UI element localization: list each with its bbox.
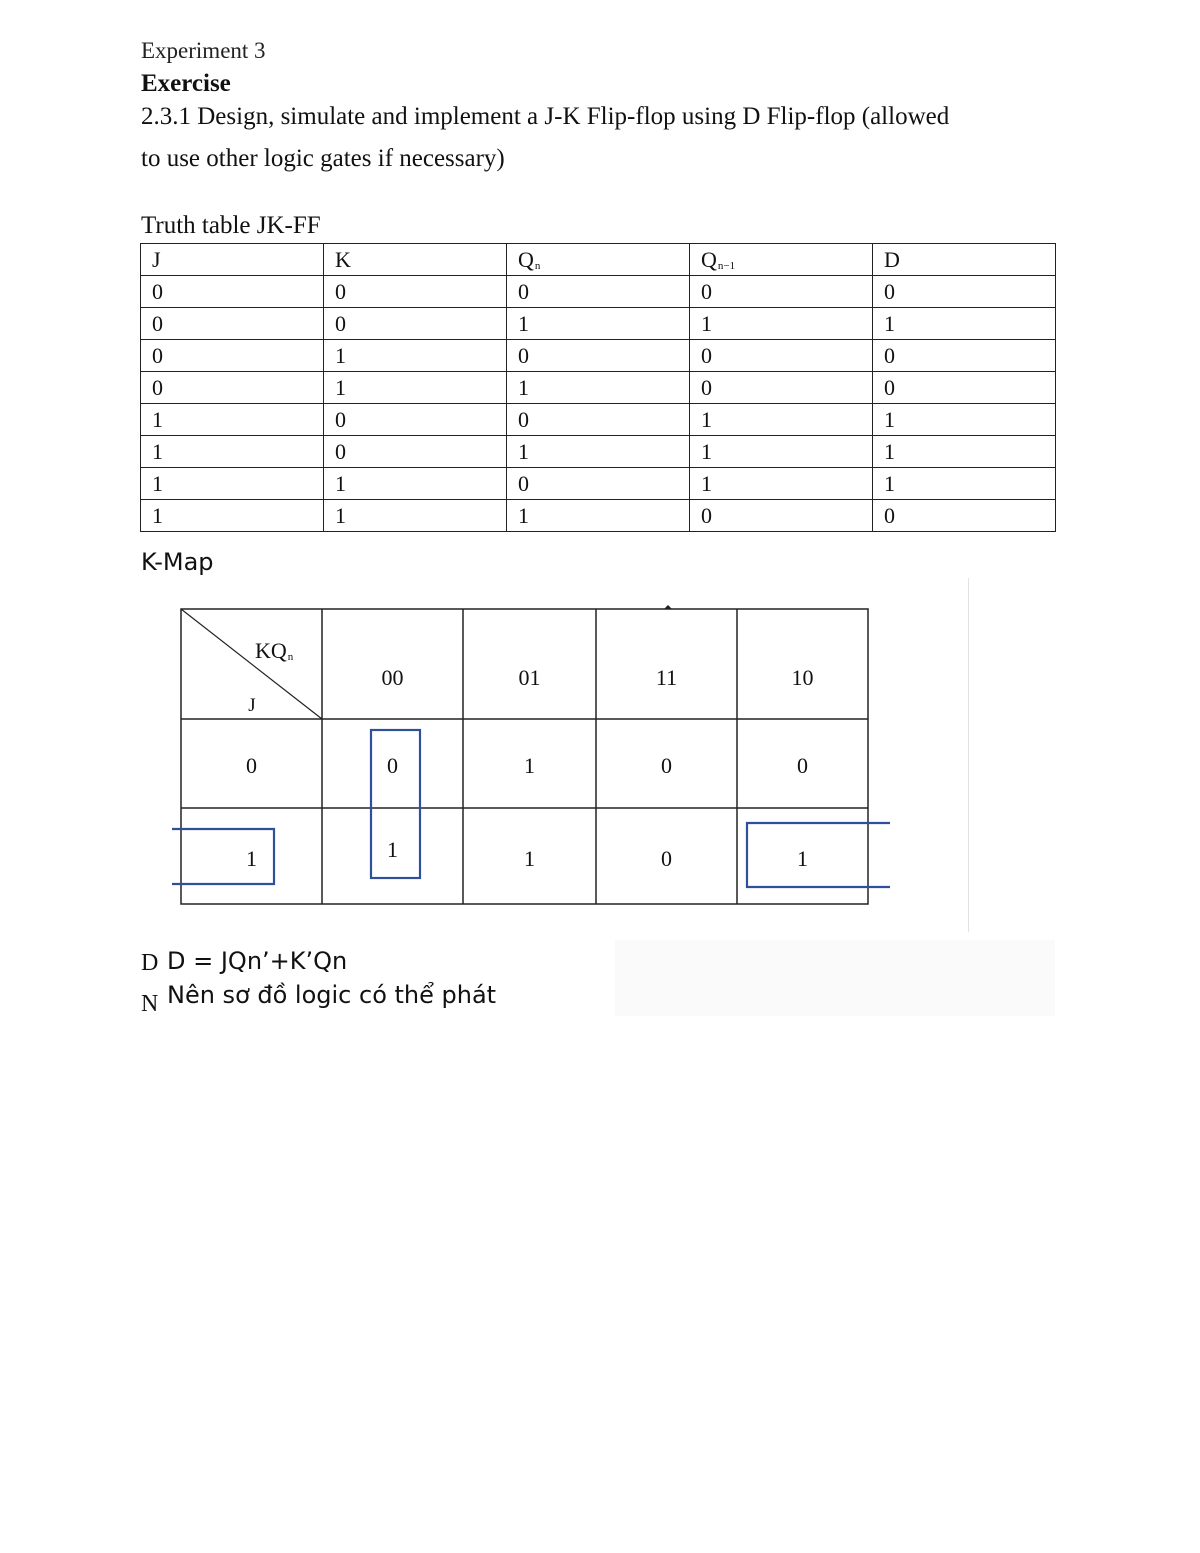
cell-qn: 1: [507, 308, 690, 340]
cell-j: 1: [141, 500, 324, 532]
table-row: [141, 308, 1056, 340]
cell-qn-minus-1: 0: [690, 276, 873, 308]
column-header-qn-minus-1: Qn−1: [690, 244, 873, 276]
document-label: Experiment 3: [141, 38, 266, 63]
cell-k: 1: [324, 340, 507, 372]
cell-j: 0: [141, 372, 324, 404]
cell-k: 1: [324, 468, 507, 500]
cell-qn-minus-1: 1: [690, 436, 873, 468]
equation-image-background: [615, 940, 1055, 1016]
cell-d: 1: [873, 404, 1056, 436]
cell-d: 1: [873, 468, 1056, 500]
table-row: [141, 468, 1056, 500]
table-row: [141, 372, 1056, 404]
cell-qn-minus-1: 1: [690, 308, 873, 340]
kmap-cell-0-00: 0: [387, 753, 398, 778]
cell-k: 0: [324, 404, 507, 436]
cell-j: 0: [141, 276, 324, 308]
kmap-cell-1-00: 1: [387, 837, 398, 862]
table-row: [141, 276, 1056, 308]
kmap-cell-1-10: 1: [797, 846, 808, 871]
cell-d: 0: [873, 500, 1056, 532]
kmap-row-label-0: 0: [246, 753, 257, 778]
cell-j: 0: [141, 340, 324, 372]
qn-minus-1-subscript: n−1: [717, 259, 736, 272]
cell-qn: 1: [507, 436, 690, 468]
cell-qn: 0: [507, 404, 690, 436]
kmap-cell-0-01: 1: [524, 753, 535, 778]
kmap-title: K-Map: [141, 548, 214, 576]
cell-qn: 0: [507, 468, 690, 500]
equation-marker-2: N: [141, 991, 159, 1017]
cell-j: 1: [141, 404, 324, 436]
kmap-cell-0-10: 0: [797, 753, 808, 778]
kmap-col-header-00: 00: [381, 665, 404, 690]
kmap-cell-1-01: 1: [524, 846, 535, 871]
cell-k: 1: [324, 372, 507, 404]
cell-qn-minus-1: 1: [690, 468, 873, 500]
kmap-cell-0-11: 0: [661, 753, 672, 778]
qn-subscript: n: [534, 259, 541, 272]
kmap-corner-row-label: J: [248, 695, 256, 716]
cell-d: 0: [873, 276, 1056, 308]
cell-j: 0: [141, 308, 324, 340]
kmap-row-label-1: 1: [246, 846, 257, 871]
equation-line-2: Nên sơ đồ logic có thể phát: [167, 981, 497, 1009]
cell-d: 0: [873, 372, 1056, 404]
cell-k: 0: [324, 308, 507, 340]
cell-j: 1: [141, 468, 324, 500]
cell-qn: 0: [507, 276, 690, 308]
column-header-k: K: [324, 244, 507, 276]
table-row: [141, 436, 1056, 468]
cell-k: 0: [324, 436, 507, 468]
equation-marker-1: D: [141, 950, 159, 976]
table-row: [141, 340, 1056, 372]
equation-line-1: D = JQn’+K’Qn: [167, 947, 348, 975]
task-description-line-2: to use other logic gates if necessary): [141, 145, 505, 172]
table-row: [141, 500, 1056, 532]
cell-qn: 1: [507, 372, 690, 404]
kmap-corner-column-label: KQn: [255, 638, 294, 663]
task-description-line-1: 2.3.1 Design, simulate and implement a J-K Flip-flop using D Flip-flop (allowed: [141, 103, 950, 130]
kmap-panel: [140, 578, 969, 932]
cell-qn: 0: [507, 340, 690, 372]
kmap-col-header-11: 11: [655, 665, 678, 690]
cell-qn-minus-1: 1: [690, 404, 873, 436]
kmap-col-header-01: 01: [518, 665, 541, 690]
cell-qn-minus-1: 0: [690, 500, 873, 532]
cell-k: 1: [324, 500, 507, 532]
cell-d: 1: [873, 436, 1056, 468]
column-header-j: J: [141, 244, 324, 276]
column-header-d: D: [873, 244, 1056, 276]
kmap-col-header-10: 10: [791, 665, 814, 690]
cell-d: 0: [873, 340, 1056, 372]
column-header-qn: Qn: [507, 244, 690, 276]
cell-d: 1: [873, 308, 1056, 340]
truth-table-title: Truth table JK-FF: [141, 212, 321, 239]
kmap-cell-1-11: 0: [661, 846, 672, 871]
truth-table-header-row: [141, 244, 1056, 276]
cell-k: 0: [324, 276, 507, 308]
document-heading: Exercise: [141, 70, 231, 97]
cell-j: 1: [141, 436, 324, 468]
truth-table: [140, 243, 1056, 532]
table-row: [141, 404, 1056, 436]
cell-qn: 1: [507, 500, 690, 532]
cell-qn-minus-1: 0: [690, 372, 873, 404]
cell-qn-minus-1: 0: [690, 340, 873, 372]
